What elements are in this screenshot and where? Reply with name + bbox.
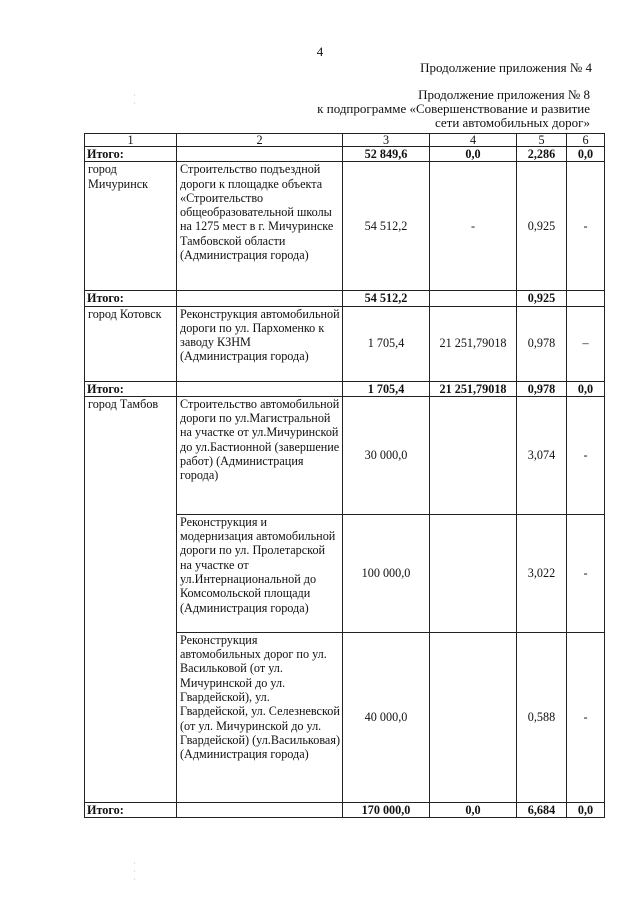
table-header-row [85,134,605,147]
table-row-total [85,147,605,162]
total-empty [177,381,343,396]
amount-cell: 100 000,0 [343,514,430,632]
length-cell: 0,978 [517,306,567,381]
length-cell: 3,074 [517,396,567,514]
col4-cell: 21 251,79018 [430,306,517,381]
header-cell: 3 [343,134,430,147]
col6-cell: - [567,396,605,514]
total-amount: 1 705,4 [343,381,430,396]
total-col4: 21 251,79018 [430,381,517,396]
project-description: Строительство подъездной дороги к площадке объекта «Строительство общеобразовательной школы на 1275 мест в г. Мичуринске Тамбовской области (Администрация города) [177,162,343,291]
city-name: город Тамбов [85,396,177,802]
city-name: город Котовск [85,306,177,381]
amount-cell: 30 000,0 [343,396,430,514]
total-label: Итого: [85,802,177,817]
total-col6: 0,0 [567,147,605,162]
amount-cell: 54 512,2 [343,162,430,291]
col4-cell [430,396,517,514]
total-col5: 0,978 [517,381,567,396]
total-col5: 6,684 [517,802,567,817]
total-label: Итого: [85,381,177,396]
continuation-appendix-4: Продолжение приложения № 4 [420,60,592,75]
city-name: город Мичуринск [85,162,177,291]
amount-cell: 1 705,4 [343,306,430,381]
project-description: Реконструкция автомобильной дороги по ул. Пархоменко к заводу КЗНМ (Администрация города) [177,306,343,381]
total-amount: 54 512,2 [343,291,430,306]
table-row-total [85,802,605,817]
project-description: Реконструкция и модернизация автомобильной дороги по ул. Пролетарской на участке от ул.Интернациональной до Комсомольской площади (Администрация города) [177,514,343,632]
total-col4 [430,291,517,306]
project-description: Строительство автомобильной дороги по ул.Магистральной на участке от ул.Мичуринской до ул.Бастионной (завершение работ) (Администрация города) [177,396,343,514]
col4-cell [430,514,517,632]
scan-artifact: · · [133,91,136,108]
total-col6: 0,0 [567,381,605,396]
total-amount: 170 000,0 [343,802,430,817]
col6-cell: - [567,162,605,291]
total-col5: 0,925 [517,291,567,306]
scan-artifact: · · · [133,859,136,884]
total-col4: 0,0 [430,147,517,162]
total-empty [177,802,343,817]
page-number: 4 [316,44,324,59]
continuation-line-3: сети автомобильных дорог» [434,115,590,130]
length-cell: 0,925 [517,162,567,291]
continuation-appendix-8 [317,88,590,130]
total-empty [177,291,343,306]
total-empty [177,147,343,162]
table-row-michurinsk [85,162,605,291]
header-cell: 4 [430,134,517,147]
total-col6 [567,291,605,306]
total-col4: 0,0 [430,802,517,817]
table-row-total [85,291,605,306]
table-row-total [85,381,605,396]
col6-cell: - [567,632,605,802]
continuation-line-1: Продолжение приложения № 8 [418,87,590,102]
continuation-line-2: к подпрограмме «Совершенствование и развитие [317,101,590,116]
length-cell: 3,022 [517,514,567,632]
col6-cell: - [567,514,605,632]
total-col5: 2,286 [517,147,567,162]
header-cell: 2 [177,134,343,147]
length-cell: 0,588 [517,632,567,802]
col4-cell: - [430,162,517,291]
project-description: Реконструкция автомобильных дорог по ул. Васильковой (от ул. Мичуринской до ул. Гвардейской), ул. Гвардейской, ул. Селезневской (от ул. Мичуринской до ул. Гвардейской) (ул.Васильковая) (Администрация города) [177,632,343,802]
total-label: Итого: [85,291,177,306]
table-row-tambov-1 [85,396,605,514]
header-cell: 1 [85,134,177,147]
total-amount: 52 849,6 [343,147,430,162]
header-cell: 5 [517,134,567,147]
amount-cell: 40 000,0 [343,632,430,802]
table-row-kotovsk [85,306,605,381]
header-cell: 6 [567,134,605,147]
total-col6: 0,0 [567,802,605,817]
total-label: Итого: [85,147,177,162]
roads-funding-table [84,133,605,818]
col6-cell: – [567,306,605,381]
col4-cell [430,632,517,802]
